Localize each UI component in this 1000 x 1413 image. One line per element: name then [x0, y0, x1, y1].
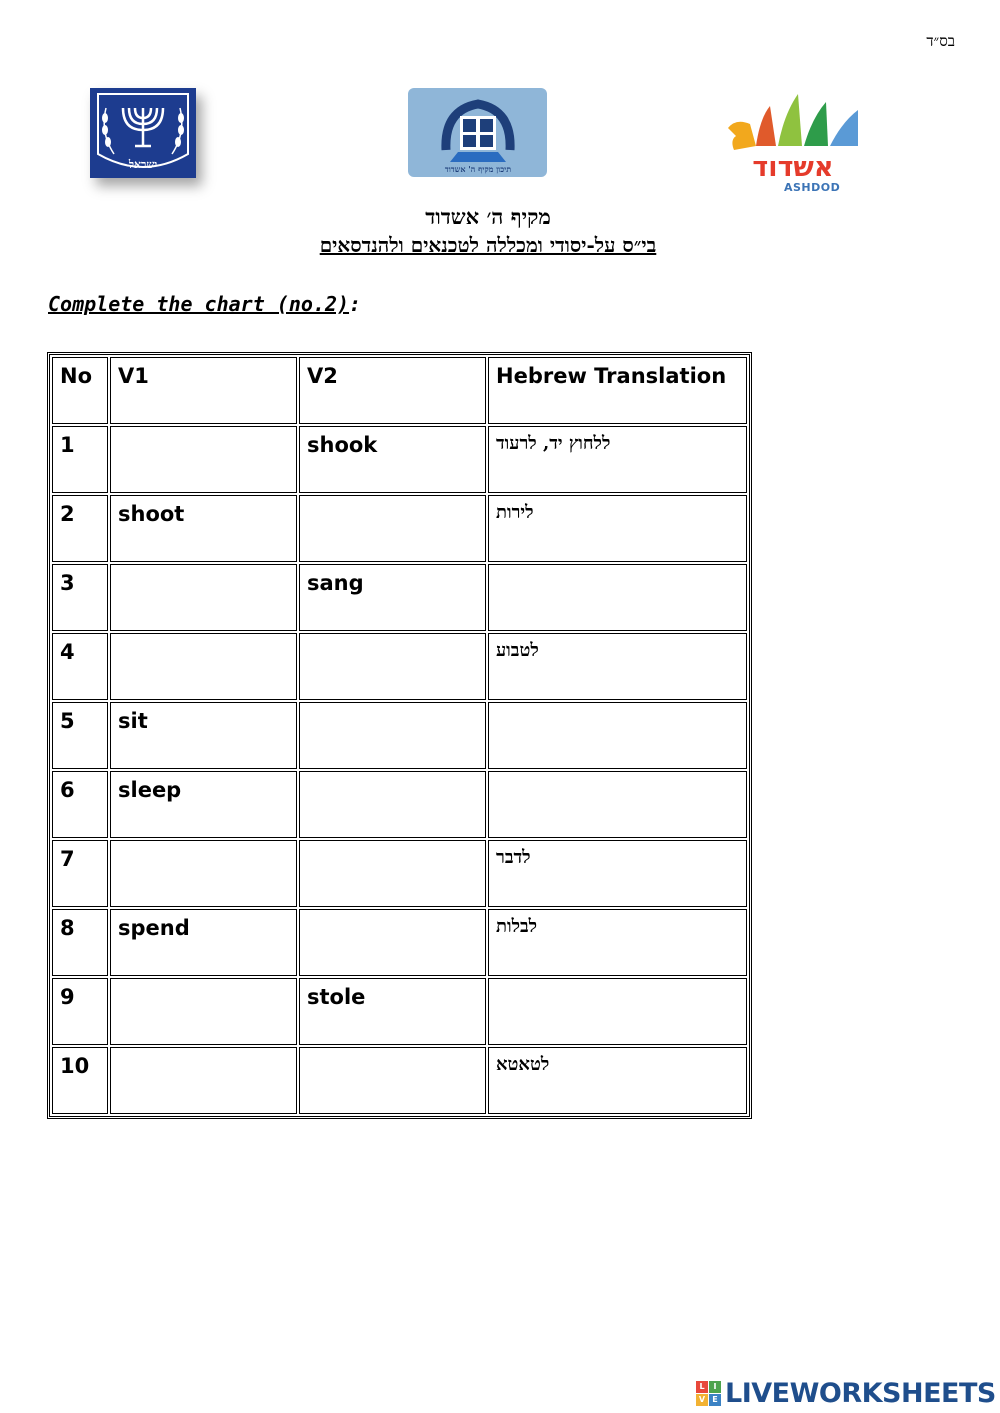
liveworksheets-mark-icon: L I V E [696, 1381, 721, 1406]
school-subtitle-text: בי״ס על-יסודי ומכללה לטכנאים ולהנדסאים [319, 233, 657, 257]
header-v2: V2 [299, 357, 486, 424]
table-row [52, 495, 747, 562]
table-row [52, 771, 747, 838]
v1-cell[interactable]: sleep [110, 771, 297, 838]
israel-emblem-logo [90, 88, 196, 178]
school-caption: תיכון מקיף ה' אשדוד [444, 164, 512, 174]
verb-table [50, 355, 749, 1116]
city-subtitle: ASHDOD [784, 181, 841, 194]
hebrew-translation-text: לבלות [496, 916, 538, 937]
v1-cell[interactable] [110, 1047, 297, 1114]
top-note: בס״ד [926, 32, 955, 50]
city-name: אשדוד [752, 152, 834, 183]
liveworksheets-brand: LIVEWORKSHEETS [725, 1377, 996, 1409]
school-name-heading: מקיף ה׳ אשדוד [425, 204, 551, 229]
row-no: 5 [52, 702, 108, 769]
table-row [52, 978, 747, 1045]
school-subtitle-heading [0, 233, 976, 258]
hebrew-translation-cell[interactable] [488, 978, 747, 1045]
v1-cell[interactable] [110, 840, 297, 907]
v1-cell[interactable] [110, 978, 297, 1045]
v2-cell[interactable]: sang [299, 564, 486, 631]
school-logo [408, 88, 547, 177]
v2-cell[interactable] [299, 495, 486, 562]
hebrew-translation-text: לירות [496, 502, 534, 523]
instruction-underlined: Complete the chart (no.2) [48, 292, 350, 316]
v1-cell[interactable] [110, 426, 297, 493]
row-no: 8 [52, 909, 108, 976]
hebrew-translation-text: ללחוץ יד, לרעוד [496, 433, 611, 454]
table-row [52, 426, 747, 493]
v1-cell[interactable]: shoot [110, 495, 297, 562]
table-row [52, 702, 747, 769]
v2-cell[interactable] [299, 771, 486, 838]
v2-cell[interactable] [299, 1047, 486, 1114]
hebrew-translation-cell[interactable] [488, 702, 747, 769]
hebrew-translation-cell[interactable] [488, 840, 747, 907]
header-no: No [52, 357, 108, 424]
row-no: 6 [52, 771, 108, 838]
table-row [52, 633, 747, 700]
hebrew-translation-cell[interactable] [488, 771, 747, 838]
liveworksheets-footer [696, 1377, 996, 1409]
v1-cell[interactable] [110, 564, 297, 631]
row-no: 2 [52, 495, 108, 562]
v1-cell[interactable]: spend [110, 909, 297, 976]
table-row [52, 1047, 747, 1114]
table-row [52, 564, 747, 631]
instruction-text [48, 292, 361, 316]
row-no: 10 [52, 1047, 108, 1114]
v2-cell[interactable]: shook [299, 426, 486, 493]
v1-cell[interactable]: sit [110, 702, 297, 769]
table-row [52, 840, 747, 907]
emblem-caption: ישראל [128, 158, 158, 171]
v1-cell[interactable] [110, 633, 297, 700]
v2-cell[interactable] [299, 840, 486, 907]
hebrew-translation-cell[interactable] [488, 1047, 747, 1114]
ashdod-city-logo [726, 88, 860, 192]
v2-cell[interactable] [299, 702, 486, 769]
hebrew-translation-cell[interactable] [488, 426, 747, 493]
hebrew-translation-text: לטבוע [496, 640, 539, 661]
header-hebrew-translation: Hebrew Translation [488, 357, 747, 424]
hebrew-translation-cell[interactable] [488, 633, 747, 700]
row-no: 7 [52, 840, 108, 907]
row-no: 1 [52, 426, 108, 493]
row-no: 3 [52, 564, 108, 631]
table-row [52, 909, 747, 976]
v2-cell[interactable]: stole [299, 978, 486, 1045]
table-header-row [52, 357, 747, 424]
row-no: 9 [52, 978, 108, 1045]
hebrew-translation-cell[interactable] [488, 909, 747, 976]
header-v1: V1 [110, 357, 297, 424]
hebrew-translation-text: לטאטא [496, 1054, 550, 1075]
verb-chart [47, 352, 752, 1119]
hebrew-translation-cell[interactable] [488, 564, 747, 631]
hebrew-translation-cell[interactable] [488, 495, 747, 562]
v2-cell[interactable] [299, 633, 486, 700]
row-no: 4 [52, 633, 108, 700]
instruction-suffix: : [349, 292, 362, 316]
v2-cell[interactable] [299, 909, 486, 976]
hebrew-translation-text: לדבר [496, 847, 531, 868]
